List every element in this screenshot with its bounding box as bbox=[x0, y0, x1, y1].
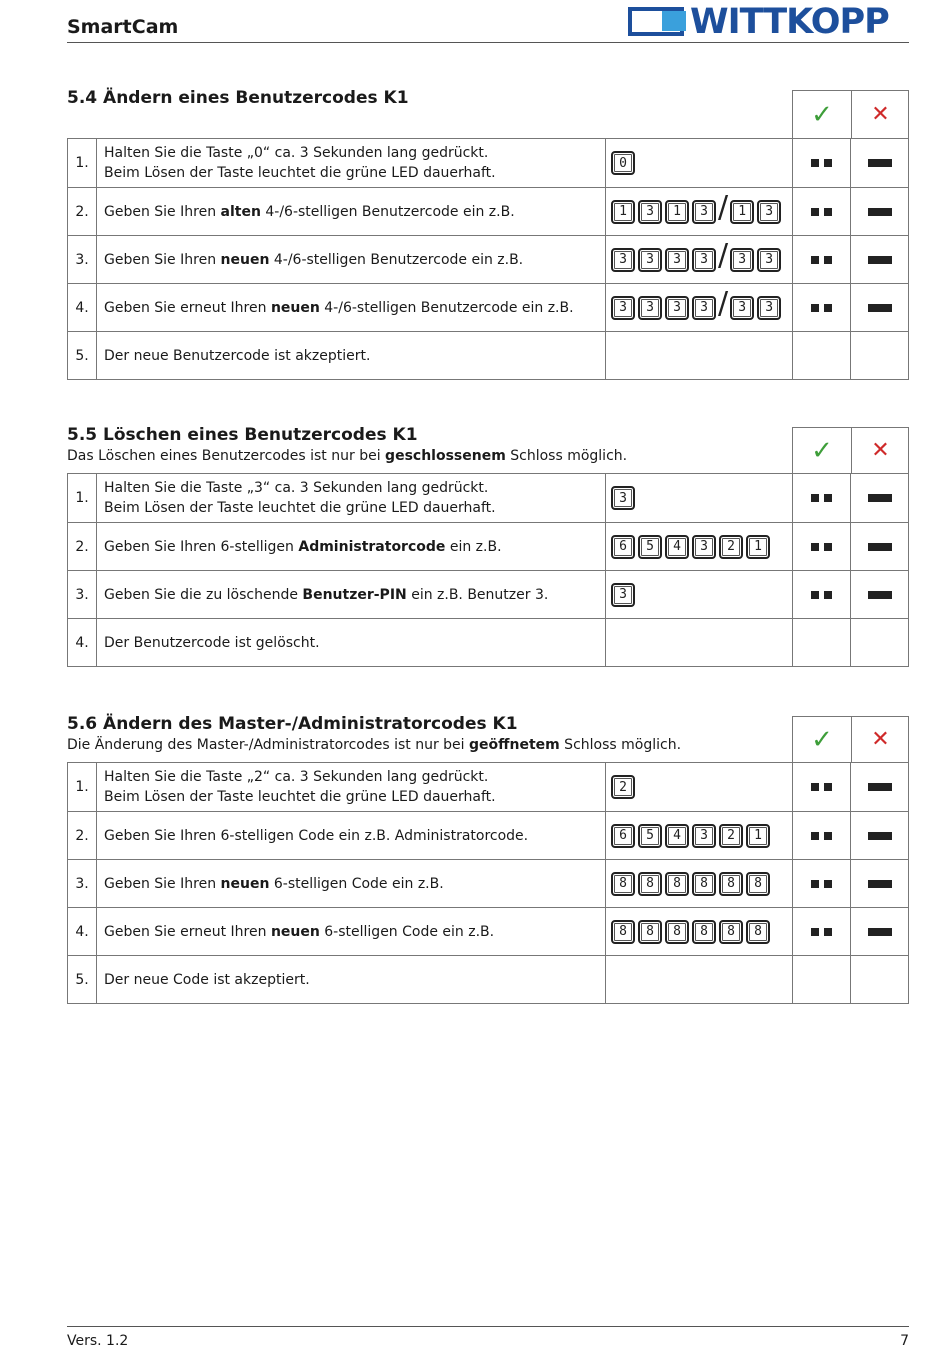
keypad-key: 8 bbox=[692, 920, 716, 944]
led-ok-signal bbox=[793, 236, 851, 283]
keypad-key: 3 bbox=[757, 296, 781, 320]
instruction-line bbox=[104, 922, 604, 942]
instruction-text: 4-/6-stelligen Benutzercode ein z.B. bbox=[269, 251, 524, 268]
check-icon: ✓ bbox=[811, 99, 833, 130]
led-ok-signal bbox=[793, 763, 851, 811]
led-blink-dot-icon bbox=[811, 494, 819, 502]
section-subtitle bbox=[67, 737, 681, 753]
led-long-bar-icon bbox=[868, 304, 892, 312]
instruction-emphasis: alten bbox=[220, 203, 261, 220]
table-row bbox=[68, 187, 908, 235]
keypad-key: 8 bbox=[611, 920, 635, 944]
led-long-bar-icon bbox=[868, 832, 892, 840]
keypad-key: 8 bbox=[719, 872, 743, 896]
legend-ok bbox=[793, 717, 851, 762]
led-error-signal bbox=[851, 236, 908, 283]
cross-icon: ✕ bbox=[871, 727, 890, 752]
keypad-key: 3 bbox=[692, 296, 716, 320]
table-row bbox=[68, 522, 908, 570]
led-blink-dot-icon bbox=[824, 256, 832, 264]
steps-table bbox=[67, 138, 909, 380]
keypad-sequence bbox=[605, 474, 793, 522]
footer-page-number: 7 bbox=[900, 1333, 909, 1349]
keypad-key: 3 bbox=[611, 296, 635, 320]
keypad-key: 6 bbox=[611, 535, 635, 559]
instruction-text: Der neue Code ist akzeptiert. bbox=[104, 971, 310, 988]
keypad-key: 3 bbox=[692, 535, 716, 559]
instruction-line bbox=[104, 826, 604, 846]
instruction-text: Geben Sie Ihren 6-stelligen bbox=[104, 538, 299, 555]
keypad-key: 2 bbox=[611, 775, 635, 799]
legend-ok bbox=[793, 91, 851, 138]
status-legend-header bbox=[792, 90, 909, 139]
separator-slash: / bbox=[718, 237, 729, 273]
instruction-text: Geben Sie die zu löschende bbox=[104, 586, 303, 603]
keypad-key: 3 bbox=[611, 486, 635, 510]
led-blink-dot-icon bbox=[811, 543, 819, 551]
instruction-emphasis: neuen bbox=[220, 875, 270, 892]
keypad-key: 3 bbox=[692, 248, 716, 272]
led-ok-signal bbox=[793, 619, 851, 666]
keypad-key: 8 bbox=[665, 872, 689, 896]
led-long-bar-icon bbox=[868, 256, 892, 264]
keypad-key: 3 bbox=[730, 248, 754, 272]
led-blink-dot-icon bbox=[811, 880, 819, 888]
steps-table bbox=[67, 762, 909, 1004]
keypad-sequence bbox=[605, 523, 793, 570]
keypad-key: 1 bbox=[665, 200, 689, 224]
led-error-signal bbox=[851, 332, 908, 379]
instruction-text: Geben Sie Ihren bbox=[104, 251, 221, 268]
table-row bbox=[68, 955, 908, 1003]
section-title: 5.4 Ändern eines Benutzercodes K1 bbox=[67, 88, 409, 108]
table-row bbox=[68, 570, 908, 618]
led-long-bar-icon bbox=[868, 208, 892, 216]
keypad-key: 3 bbox=[611, 583, 635, 607]
status-legend-header bbox=[792, 427, 909, 474]
table-row bbox=[68, 859, 908, 907]
led-blink-dot-icon bbox=[811, 208, 819, 216]
table-row bbox=[68, 618, 908, 666]
led-error-signal bbox=[851, 284, 908, 331]
keypad-key: 8 bbox=[692, 872, 716, 896]
logo-mark-fill bbox=[662, 11, 686, 31]
instruction-emphasis: neuen bbox=[220, 251, 270, 268]
keypad-key: 3 bbox=[757, 248, 781, 272]
keypad-key: 8 bbox=[665, 920, 689, 944]
led-error-signal bbox=[851, 619, 908, 666]
step-instruction bbox=[104, 763, 604, 811]
keypad-key: 8 bbox=[638, 872, 662, 896]
instruction-line: Beim Lösen der Taste leuchtet die grüne LED dauerhaft. bbox=[104, 500, 496, 516]
step-number: 4. bbox=[68, 284, 97, 331]
led-long-bar-icon bbox=[868, 928, 892, 936]
led-blink-dot-icon bbox=[824, 928, 832, 936]
led-long-bar-icon bbox=[868, 494, 892, 502]
separator-slash: / bbox=[718, 285, 729, 321]
led-blink-dot-icon bbox=[811, 159, 819, 167]
keypad-sequence bbox=[605, 619, 793, 666]
keypad-key: 2 bbox=[719, 535, 743, 559]
keypad-key: 8 bbox=[719, 920, 743, 944]
step-number: 5. bbox=[68, 332, 97, 379]
led-blink-dot-icon bbox=[824, 783, 832, 791]
instruction-line bbox=[104, 970, 604, 990]
keypad-key: 0 bbox=[611, 151, 635, 175]
instruction-text: 4-/6-stelligen Benutzercode ein z.B. bbox=[319, 299, 574, 316]
instruction-emphasis: Administratorcode bbox=[298, 538, 446, 555]
wittkopp-logo bbox=[628, 2, 910, 42]
instruction-text: Der Benutzercode ist gelöscht. bbox=[104, 634, 320, 651]
separator-slash: / bbox=[718, 189, 729, 225]
keypad-key: 3 bbox=[757, 200, 781, 224]
document-product-title: SmartCam bbox=[67, 16, 179, 38]
section-title: 5.6 Ändern des Master-/Administratorcodes K1 bbox=[67, 714, 518, 734]
step-instruction bbox=[104, 332, 604, 379]
step-number: 4. bbox=[68, 908, 97, 955]
led-error-signal bbox=[851, 812, 908, 859]
led-blink-dot-icon bbox=[824, 208, 832, 216]
table-row bbox=[68, 811, 908, 859]
legend-error bbox=[852, 717, 909, 762]
led-long-bar-icon bbox=[868, 783, 892, 791]
step-instruction bbox=[104, 619, 604, 666]
instruction-text: Geben Sie erneut Ihren bbox=[104, 299, 271, 316]
instruction-line: Halten Sie die Taste „2“ ca. 3 Sekunden lang gedrückt. bbox=[104, 769, 489, 785]
instruction-text: Geben Sie Ihren bbox=[104, 203, 221, 220]
led-blink-dot-icon bbox=[811, 832, 819, 840]
header-divider bbox=[67, 42, 909, 43]
instruction-line: Halten Sie die Taste „0“ ca. 3 Sekunden lang gedrückt. bbox=[104, 145, 489, 161]
instruction-line: Beim Lösen der Taste leuchtet die grüne LED dauerhaft. bbox=[104, 789, 496, 805]
step-instruction bbox=[104, 474, 604, 522]
step-number: 3. bbox=[68, 860, 97, 907]
subtitle-emphasis: geschlossenem bbox=[385, 448, 506, 464]
keypad-key: 2 bbox=[719, 824, 743, 848]
step-instruction bbox=[104, 236, 604, 283]
keypad-sequence bbox=[605, 332, 793, 379]
table-row bbox=[68, 474, 908, 522]
instruction-text: ein z.B. bbox=[445, 538, 502, 555]
keypad-key: 1 bbox=[730, 200, 754, 224]
step-instruction bbox=[104, 139, 604, 187]
keypad-key: 1 bbox=[746, 824, 770, 848]
keypad-sequence bbox=[605, 139, 793, 187]
led-ok-signal bbox=[793, 332, 851, 379]
instruction-text: Geben Sie erneut Ihren bbox=[104, 923, 271, 940]
keypad-key: 5 bbox=[638, 535, 662, 559]
footer-divider bbox=[67, 1326, 909, 1327]
subtitle-text: Schloss möglich. bbox=[559, 737, 682, 753]
step-instruction bbox=[104, 956, 604, 1003]
cross-icon: ✕ bbox=[871, 102, 890, 127]
led-ok-signal bbox=[793, 284, 851, 331]
instruction-text: Der neue Benutzercode ist akzeptiert. bbox=[104, 347, 371, 364]
led-long-bar-icon bbox=[868, 159, 892, 167]
logo-wordmark: WITTKOPP bbox=[690, 2, 889, 42]
led-blink-dot-icon bbox=[824, 832, 832, 840]
led-error-signal bbox=[851, 523, 908, 570]
step-number: 1. bbox=[68, 139, 97, 187]
step-number: 3. bbox=[68, 571, 97, 618]
instruction-emphasis: Benutzer-PIN bbox=[302, 586, 407, 603]
legend-error bbox=[852, 91, 909, 138]
led-long-bar-icon bbox=[868, 591, 892, 599]
led-long-bar-icon bbox=[868, 880, 892, 888]
legend-ok bbox=[793, 428, 851, 473]
instruction-line: Beim Lösen der Taste leuchtet die grüne LED dauerhaft. bbox=[104, 165, 496, 181]
subtitle-emphasis: geöffnetem bbox=[469, 737, 560, 753]
legend-error bbox=[852, 428, 909, 473]
keypad-key: 8 bbox=[746, 920, 770, 944]
keypad-key: 8 bbox=[746, 872, 770, 896]
instruction-text: Geben Sie Ihren bbox=[104, 875, 221, 892]
instruction-line bbox=[104, 202, 604, 222]
step-number: 4. bbox=[68, 619, 97, 666]
step-number: 2. bbox=[68, 523, 97, 570]
subtitle-text: Das Löschen eines Benutzercodes ist nur bei bbox=[67, 448, 386, 464]
keypad-key: 3 bbox=[692, 200, 716, 224]
keypad-key: 1 bbox=[746, 535, 770, 559]
led-blink-dot-icon bbox=[824, 543, 832, 551]
table-row bbox=[68, 907, 908, 955]
led-blink-dot-icon bbox=[811, 256, 819, 264]
instruction-text: ein z.B. Benutzer 3. bbox=[406, 586, 549, 603]
check-icon: ✓ bbox=[811, 435, 833, 466]
keypad-key: 3 bbox=[692, 824, 716, 848]
table-row bbox=[68, 283, 908, 331]
led-blink-dot-icon bbox=[824, 494, 832, 502]
status-legend-header bbox=[792, 716, 909, 763]
led-blink-dot-icon bbox=[824, 304, 832, 312]
led-error-signal bbox=[851, 139, 908, 187]
keypad-key: 3 bbox=[665, 296, 689, 320]
led-error-signal bbox=[851, 188, 908, 235]
step-instruction bbox=[104, 908, 604, 955]
step-number: 3. bbox=[68, 236, 97, 283]
step-instruction bbox=[104, 284, 604, 331]
led-blink-dot-icon bbox=[811, 304, 819, 312]
instruction-line: Halten Sie die Taste „3“ ca. 3 Sekunden lang gedrückt. bbox=[104, 480, 489, 496]
step-number: 1. bbox=[68, 763, 97, 811]
step-instruction bbox=[104, 860, 604, 907]
keypad-sequence bbox=[605, 763, 793, 811]
keypad-sequence bbox=[605, 812, 793, 859]
instruction-line bbox=[104, 874, 604, 894]
led-error-signal bbox=[851, 571, 908, 618]
keypad-key: 3 bbox=[730, 296, 754, 320]
keypad-key: 3 bbox=[611, 248, 635, 272]
steps-table bbox=[67, 473, 909, 667]
led-ok-signal bbox=[793, 188, 851, 235]
keypad-key: 3 bbox=[638, 200, 662, 224]
led-ok-signal bbox=[793, 474, 851, 522]
led-ok-signal bbox=[793, 860, 851, 907]
instruction-line bbox=[104, 250, 604, 270]
led-blink-dot-icon bbox=[824, 591, 832, 599]
instruction-text: 6-stelligen Code ein z.B. bbox=[269, 875, 444, 892]
led-error-signal bbox=[851, 908, 908, 955]
keypad-key: 3 bbox=[638, 296, 662, 320]
instruction-line bbox=[104, 585, 604, 605]
step-instruction bbox=[104, 523, 604, 570]
instruction-emphasis: neuen bbox=[270, 299, 320, 316]
led-error-signal bbox=[851, 860, 908, 907]
led-blink-dot-icon bbox=[811, 928, 819, 936]
keypad-sequence bbox=[605, 284, 793, 331]
section-subtitle bbox=[67, 448, 627, 464]
subtitle-text: Schloss möglich. bbox=[505, 448, 628, 464]
step-number: 2. bbox=[68, 188, 97, 235]
keypad-key: 3 bbox=[665, 248, 689, 272]
keypad-key: 8 bbox=[638, 920, 662, 944]
keypad-key: 4 bbox=[665, 824, 689, 848]
table-row bbox=[68, 139, 908, 187]
keypad-sequence bbox=[605, 908, 793, 955]
instruction-line bbox=[104, 537, 604, 557]
section-title: 5.5 Löschen eines Benutzercodes K1 bbox=[67, 425, 418, 445]
keypad-key: 3 bbox=[638, 248, 662, 272]
led-error-signal bbox=[851, 474, 908, 522]
led-error-signal bbox=[851, 763, 908, 811]
led-ok-signal bbox=[793, 956, 851, 1003]
led-ok-signal bbox=[793, 523, 851, 570]
step-number: 2. bbox=[68, 812, 97, 859]
keypad-sequence bbox=[605, 188, 793, 235]
step-instruction bbox=[104, 812, 604, 859]
keypad-sequence bbox=[605, 860, 793, 907]
cross-icon: ✕ bbox=[871, 438, 890, 463]
keypad-key: 8 bbox=[611, 872, 635, 896]
instruction-text: 4-/6-stelligen Benutzercode ein z.B. bbox=[260, 203, 515, 220]
keypad-key: 5 bbox=[638, 824, 662, 848]
table-row bbox=[68, 331, 908, 379]
subtitle-text: Die Änderung des Master-/Administratorcodes ist nur bei bbox=[67, 737, 470, 753]
keypad-key: 6 bbox=[611, 824, 635, 848]
instruction-text: Geben Sie Ihren 6-stelligen Code ein z.B. Administratorcode. bbox=[104, 827, 529, 844]
check-icon: ✓ bbox=[811, 724, 833, 755]
instruction-text: 6-stelligen Code ein z.B. bbox=[319, 923, 495, 940]
led-ok-signal bbox=[793, 908, 851, 955]
led-ok-signal bbox=[793, 812, 851, 859]
keypad-sequence bbox=[605, 956, 793, 1003]
keypad-sequence bbox=[605, 236, 793, 283]
footer-version: Vers. 1.2 bbox=[67, 1333, 129, 1349]
instruction-line bbox=[104, 633, 604, 653]
instruction-line bbox=[104, 346, 604, 366]
led-blink-dot-icon bbox=[824, 159, 832, 167]
table-row bbox=[68, 763, 908, 811]
step-instruction bbox=[104, 571, 604, 618]
keypad-key: 1 bbox=[611, 200, 635, 224]
led-blink-dot-icon bbox=[811, 591, 819, 599]
led-long-bar-icon bbox=[868, 543, 892, 551]
led-ok-signal bbox=[793, 139, 851, 187]
keypad-sequence bbox=[605, 571, 793, 618]
keypad-key: 4 bbox=[665, 535, 689, 559]
step-instruction bbox=[104, 188, 604, 235]
led-error-signal bbox=[851, 956, 908, 1003]
led-blink-dot-icon bbox=[811, 783, 819, 791]
led-blink-dot-icon bbox=[824, 880, 832, 888]
step-number: 1. bbox=[68, 474, 97, 522]
table-row bbox=[68, 235, 908, 283]
led-ok-signal bbox=[793, 571, 851, 618]
step-number: 5. bbox=[68, 956, 97, 1003]
instruction-line bbox=[104, 298, 604, 318]
instruction-emphasis: neuen bbox=[270, 923, 320, 940]
